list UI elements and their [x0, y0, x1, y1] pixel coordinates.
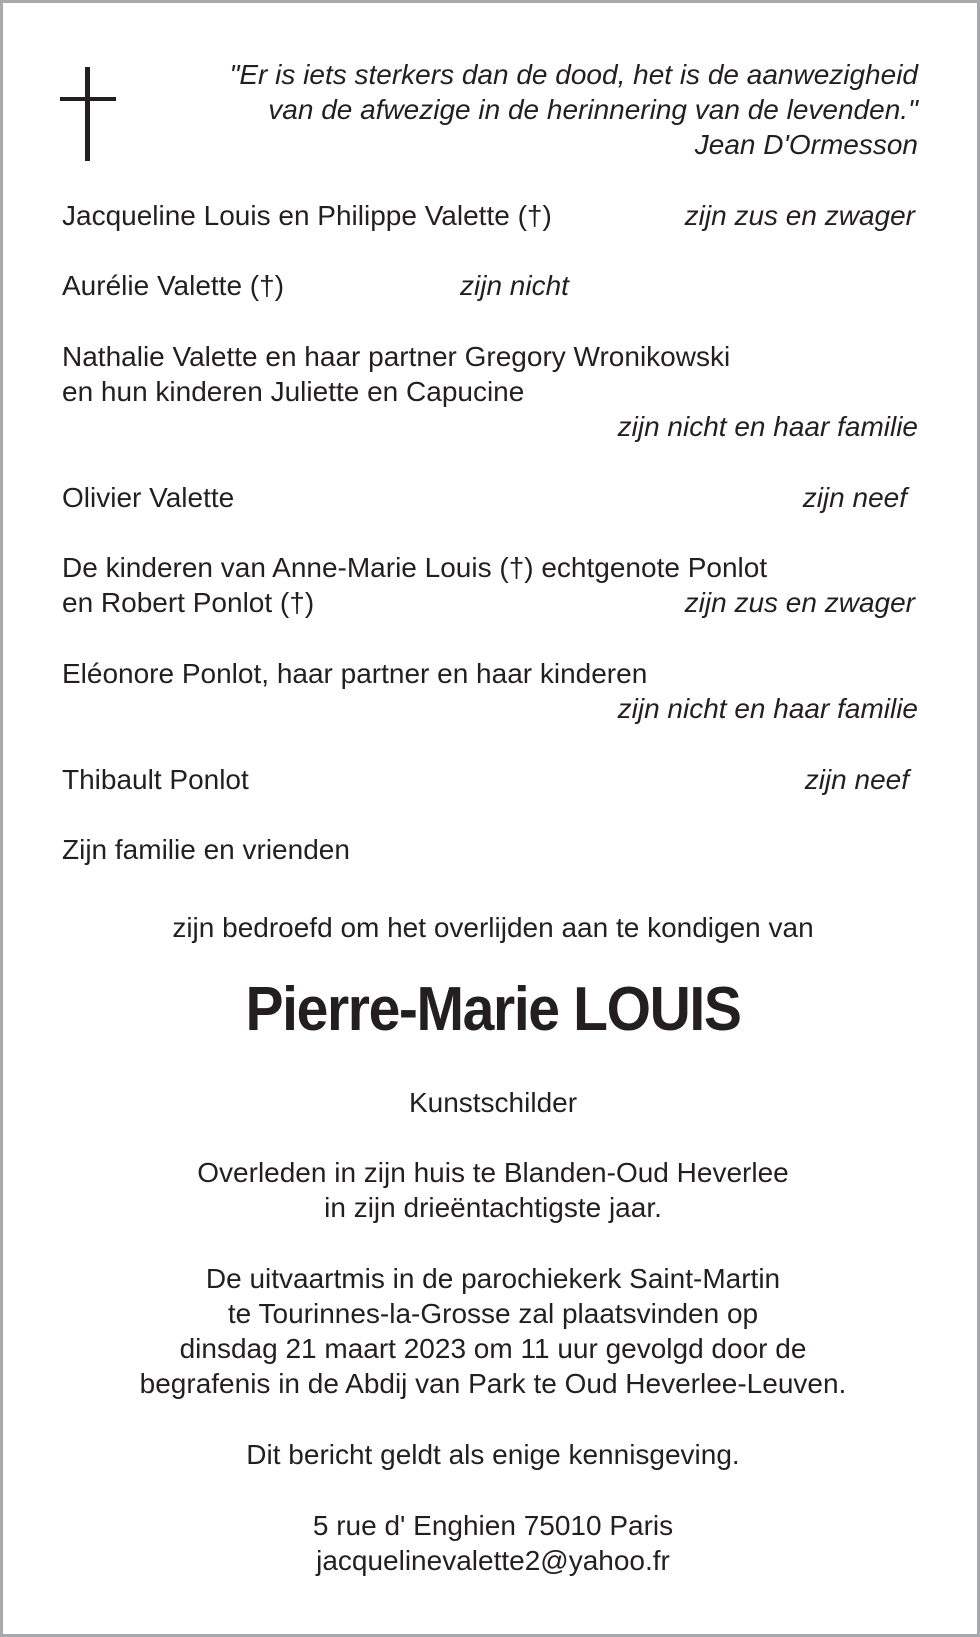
cross-icon	[60, 67, 116, 161]
contact	[3, 1508, 980, 1578]
mourner-name: Aurélie Valette (†)	[62, 270, 285, 301]
mourner-name: Thibault Ponlot	[62, 764, 249, 795]
mourner-entry	[62, 762, 918, 797]
mourner-name: en Robert Ponlot (†)	[62, 587, 315, 618]
mourner-name: Nathalie Valette en haar partner Gregory Wronikowski	[62, 341, 731, 372]
mourner-relation: zijn zus en zwager	[684, 587, 915, 618]
mourner-relation: zijn nicht en haar familie	[617, 411, 918, 442]
mourner-name: Jacqueline Louis en Philippe Valette (†)	[62, 200, 552, 231]
funeral-info-line: De uitvaartmis in de parochiekerk Saint-Martin	[205, 1263, 781, 1294]
mourner-name: Olivier Valette	[62, 482, 235, 513]
notice: Dit bericht geldt als enige kennisgeving.	[246, 1439, 740, 1470]
contact-address: 5 rue d' Enghien 75010 Paris	[312, 1510, 674, 1541]
quote-line: "Er is iets sterkers dan de dood, het is de aanwezigheid	[229, 59, 918, 90]
quote	[138, 57, 918, 162]
mourner-name: en hun kinderen Juliette en Capucine	[62, 376, 525, 407]
quote-author: Jean D'Ormesson	[694, 129, 918, 160]
funeral-info	[3, 1261, 980, 1401]
funeral-info-line: te Tourinnes-la-Grosse zal plaatsvinden op	[227, 1298, 759, 1329]
death-info	[3, 1155, 980, 1225]
quote-line: van de afwezige in de herinnering van de levenden."	[268, 94, 918, 125]
mourner-entry	[62, 480, 918, 515]
mourner-relation: zijn nicht en haar familie	[617, 693, 918, 724]
deceased-name: Pierre-Marie LOUIS	[245, 975, 741, 1044]
mourner-entry	[62, 832, 918, 867]
mourner-name: Zijn familie en vrienden	[62, 834, 350, 865]
mourner-relation: zijn zus en zwager	[684, 200, 915, 231]
contact-email: jacquelinevalette2@yahoo.fr	[316, 1545, 670, 1576]
mourner-relation: zijn neef	[802, 482, 907, 513]
announcement: zijn bedroefd om het overlijden aan te kondigen van	[172, 912, 814, 943]
funeral-info-line: begrafenis in de Abdij van Park te Oud Heverlee-Leuven.	[139, 1368, 847, 1399]
mourner-entry	[62, 656, 918, 691]
mourner-name: De kinderen van Anne-Marie Louis (†) echtgenote Ponlot	[62, 552, 768, 583]
mourner-entry	[62, 339, 918, 409]
mourner-relation: zijn neef	[804, 764, 909, 795]
death-info-line: in zijn drieëntachtigste jaar.	[324, 1192, 662, 1223]
funeral-info-line: dinsdag 21 maart 2023 om 11 uur gevolgd door de	[179, 1333, 807, 1364]
mourner-relation: zijn nicht	[460, 270, 569, 301]
deceased-occupation: Kunstschilder	[408, 1087, 578, 1118]
mourner-name: Eléonore Ponlot, haar partner en haar kinderen	[62, 658, 648, 689]
death-info-line: Overleden in zijn huis te Blanden-Oud Heverlee	[197, 1157, 789, 1188]
